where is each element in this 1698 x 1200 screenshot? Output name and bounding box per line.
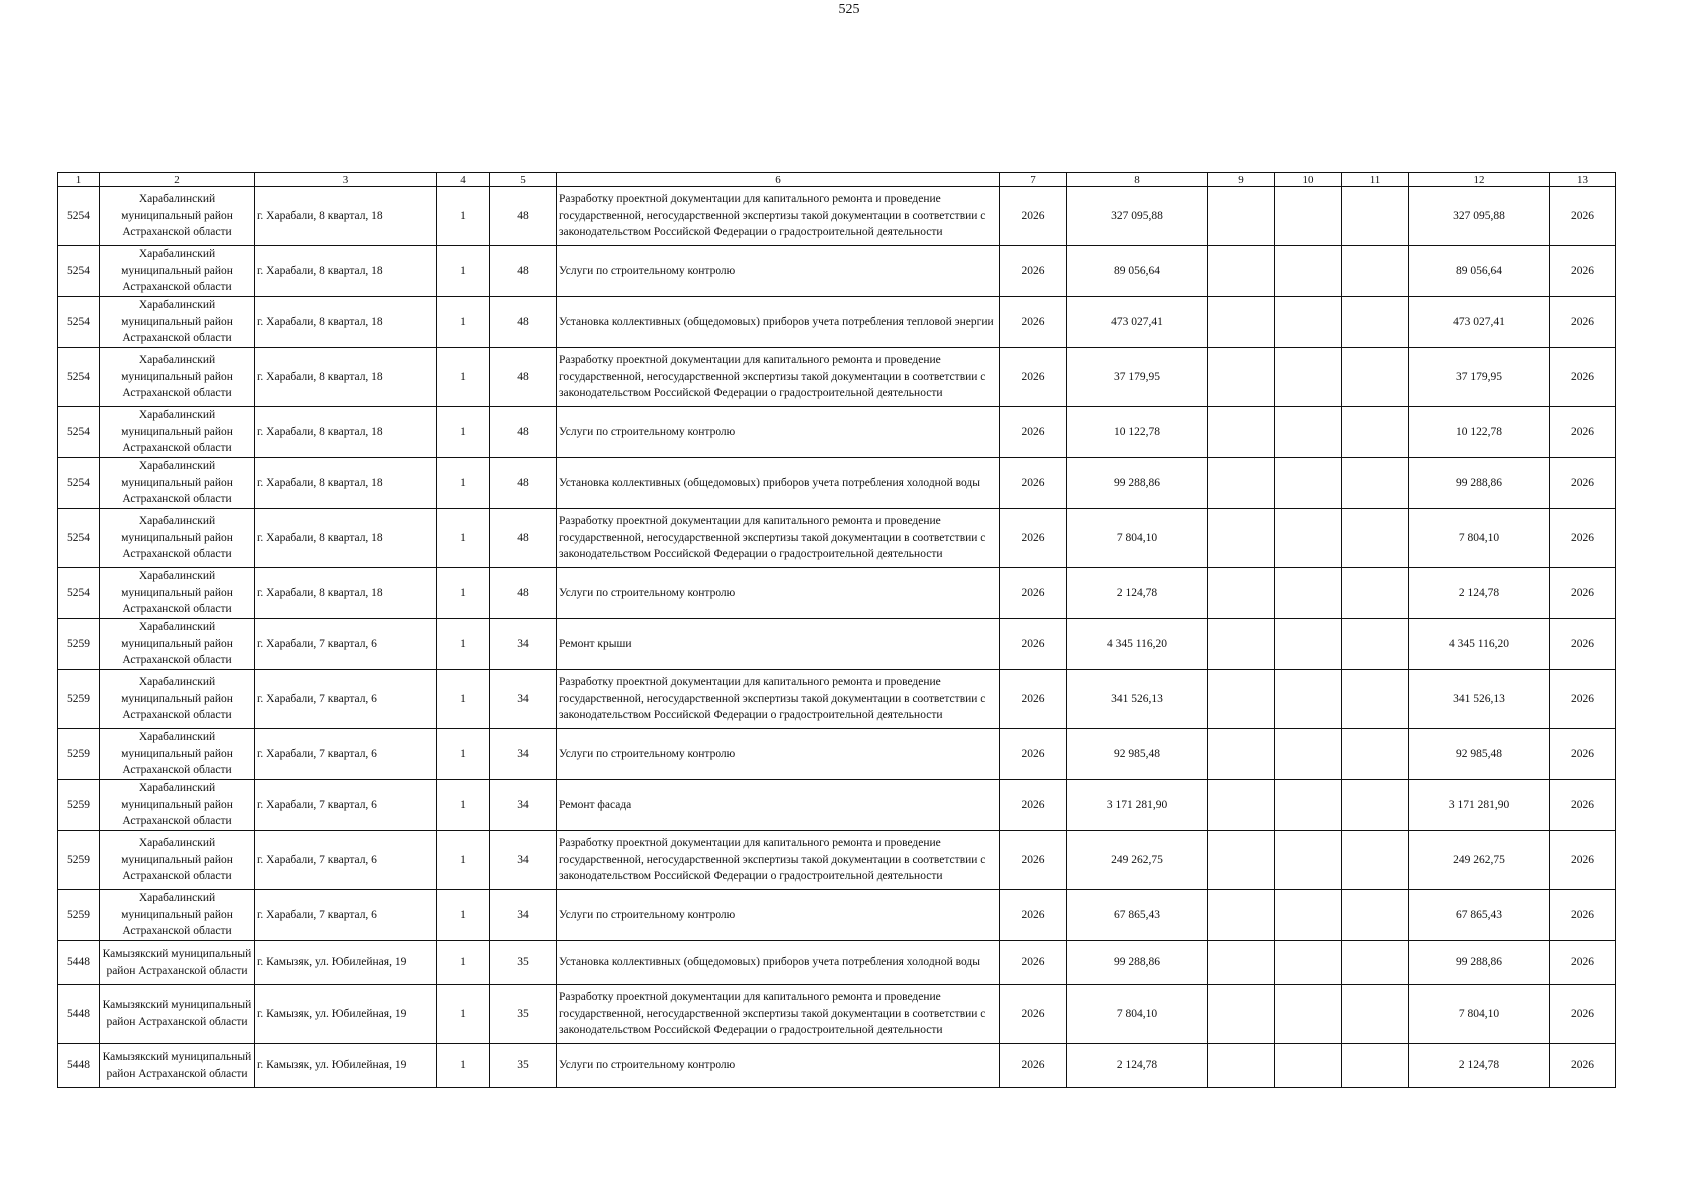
cell-object-id: 5259 — [58, 780, 100, 831]
cell-address: г. Харабали, 8 квартал, 18 — [255, 187, 437, 246]
page-number: 525 — [838, 2, 860, 17]
cell-year: 2026 — [1000, 890, 1067, 941]
table-row — [58, 246, 1616, 297]
cell-col9 — [1208, 729, 1275, 780]
cell-col5: 34 — [490, 670, 557, 729]
cell-work-type: Услуги по строительному контролю — [557, 407, 1000, 458]
cell-col9 — [1208, 831, 1275, 890]
cell-object-id: 5254 — [58, 297, 100, 348]
cell-address: г. Харабали, 8 квартал, 18 — [255, 246, 437, 297]
cell-total-cost: 249 262,75 — [1067, 831, 1208, 890]
cell-col12: 99 288,86 — [1409, 941, 1550, 985]
cell-work-type: Ремонт фасада — [557, 780, 1000, 831]
cell-col11 — [1342, 246, 1409, 297]
cell-object-id: 5259 — [58, 619, 100, 670]
cell-col4: 1 — [437, 729, 490, 780]
cell-col11 — [1342, 890, 1409, 941]
cell-total-cost: 99 288,86 — [1067, 941, 1208, 985]
cell-col13: 2026 — [1550, 890, 1616, 941]
cell-year: 2026 — [1000, 568, 1067, 619]
cell-col5: 34 — [490, 831, 557, 890]
cell-year: 2026 — [1000, 941, 1067, 985]
cell-address: г. Харабали, 8 квартал, 18 — [255, 458, 437, 509]
cell-total-cost: 10 122,78 — [1067, 407, 1208, 458]
cell-col13: 2026 — [1550, 985, 1616, 1044]
cell-col11 — [1342, 985, 1409, 1044]
cell-col12: 92 985,48 — [1409, 729, 1550, 780]
cell-municipality: Харабалинский муниципальный район Астраханской области — [100, 246, 255, 297]
cell-col10 — [1275, 831, 1342, 890]
cell-col13: 2026 — [1550, 941, 1616, 985]
cell-address: г. Харабали, 7 квартал, 6 — [255, 780, 437, 831]
cell-col4: 1 — [437, 509, 490, 568]
cell-col4: 1 — [437, 890, 490, 941]
cell-total-cost: 7 804,10 — [1067, 509, 1208, 568]
cell-municipality: Харабалинский муниципальный район Астраханской области — [100, 509, 255, 568]
table-row — [58, 619, 1616, 670]
cell-total-cost: 341 526,13 — [1067, 670, 1208, 729]
cell-work-type: Разработку проектной документации для капитального ремонта и проведение государственной, негосударственной экспертизы такой документации в соответствии с законодательством Российской Федерации о градостроительной деятельности — [557, 348, 1000, 407]
cell-col13: 2026 — [1550, 348, 1616, 407]
cell-year: 2026 — [1000, 780, 1067, 831]
cell-col9 — [1208, 568, 1275, 619]
cell-col10 — [1275, 780, 1342, 831]
cell-year: 2026 — [1000, 187, 1067, 246]
cell-year: 2026 — [1000, 1044, 1067, 1088]
cell-col5: 48 — [490, 509, 557, 568]
cell-address: г. Харабали, 7 квартал, 6 — [255, 890, 437, 941]
cell-col12: 249 262,75 — [1409, 831, 1550, 890]
cell-col9 — [1208, 458, 1275, 509]
cell-address: г. Харабали, 8 квартал, 18 — [255, 297, 437, 348]
cell-work-type: Разработку проектной документации для капитального ремонта и проведение государственной, негосударственной экспертизы такой документации в соответствии с законодательством Российской Федерации о градостроительной деятельности — [557, 831, 1000, 890]
cell-work-type: Разработку проектной документации для капитального ремонта и проведение государственной, негосударственной экспертизы такой документации в соответствии с законодательством Российской Федерации о градостроительной деятельности — [557, 985, 1000, 1044]
column-number-header — [58, 173, 1616, 187]
table-row — [58, 890, 1616, 941]
cell-address: г. Харабали, 8 квартал, 18 — [255, 348, 437, 407]
table-row — [58, 407, 1616, 458]
cell-col4: 1 — [437, 407, 490, 458]
cell-col10 — [1275, 619, 1342, 670]
cell-municipality: Харабалинский муниципальный район Астраханской области — [100, 780, 255, 831]
cell-municipality: Харабалинский муниципальный район Астраханской области — [100, 407, 255, 458]
cell-col13: 2026 — [1550, 246, 1616, 297]
cell-col11 — [1342, 187, 1409, 246]
table-row — [58, 1044, 1616, 1088]
cell-col5: 35 — [490, 985, 557, 1044]
table-body — [58, 187, 1616, 1088]
cell-col11 — [1342, 1044, 1409, 1088]
column-header-13: 13 — [1550, 173, 1616, 187]
table-row — [58, 568, 1616, 619]
cell-year: 2026 — [1000, 246, 1067, 297]
cell-col12: 67 865,43 — [1409, 890, 1550, 941]
cell-col13: 2026 — [1550, 831, 1616, 890]
cell-col12: 4 345 116,20 — [1409, 619, 1550, 670]
cell-col11 — [1342, 729, 1409, 780]
cell-year: 2026 — [1000, 619, 1067, 670]
cell-col13: 2026 — [1550, 297, 1616, 348]
cell-work-type: Установка коллективных (общедомовых) приборов учета потребления холодной воды — [557, 941, 1000, 985]
capital-repair-table — [57, 172, 1616, 1088]
cell-col5: 35 — [490, 1044, 557, 1088]
column-header-12: 12 — [1409, 173, 1550, 187]
cell-municipality: Харабалинский муниципальный район Астраханской области — [100, 297, 255, 348]
cell-col5: 35 — [490, 941, 557, 985]
cell-col5: 48 — [490, 297, 557, 348]
cell-col4: 1 — [437, 780, 490, 831]
cell-col10 — [1275, 941, 1342, 985]
cell-col4: 1 — [437, 187, 490, 246]
cell-col11 — [1342, 831, 1409, 890]
cell-col11 — [1342, 297, 1409, 348]
cell-object-id: 5254 — [58, 407, 100, 458]
cell-col4: 1 — [437, 619, 490, 670]
cell-col11 — [1342, 509, 1409, 568]
table-row — [58, 670, 1616, 729]
cell-col12: 7 804,10 — [1409, 985, 1550, 1044]
cell-object-id: 5254 — [58, 246, 100, 297]
cell-col9 — [1208, 1044, 1275, 1088]
table-row — [58, 831, 1616, 890]
cell-col9 — [1208, 941, 1275, 985]
cell-work-type: Услуги по строительному контролю — [557, 246, 1000, 297]
cell-col4: 1 — [437, 348, 490, 407]
cell-col12: 10 122,78 — [1409, 407, 1550, 458]
cell-col4: 1 — [437, 941, 490, 985]
cell-address: г. Камызяк, ул. Юбилейная, 19 — [255, 941, 437, 985]
cell-work-type: Установка коллективных (общедомовых) приборов учета потребления холодной воды — [557, 458, 1000, 509]
cell-col10 — [1275, 348, 1342, 407]
cell-col11 — [1342, 780, 1409, 831]
cell-work-type: Разработку проектной документации для капитального ремонта и проведение государственной, негосударственной экспертизы такой документации в соответствии с законодательством Российской Федерации о градостроительной деятельности — [557, 509, 1000, 568]
cell-address: г. Харабали, 7 квартал, 6 — [255, 619, 437, 670]
cell-total-cost: 7 804,10 — [1067, 985, 1208, 1044]
column-header-6: 6 — [557, 173, 1000, 187]
cell-col9 — [1208, 407, 1275, 458]
table-row — [58, 297, 1616, 348]
column-header-1: 1 — [58, 173, 100, 187]
cell-address: г. Харабали, 8 квартал, 18 — [255, 407, 437, 458]
header-row — [58, 173, 1616, 187]
cell-work-type: Ремонт крыши — [557, 619, 1000, 670]
table-row — [58, 985, 1616, 1044]
cell-address: г. Камызяк, ул. Юбилейная, 19 — [255, 985, 437, 1044]
cell-year: 2026 — [1000, 509, 1067, 568]
cell-work-type: Услуги по строительному контролю — [557, 1044, 1000, 1088]
cell-col12: 341 526,13 — [1409, 670, 1550, 729]
cell-col13: 2026 — [1550, 458, 1616, 509]
cell-municipality: Харабалинский муниципальный район Астраханской области — [100, 729, 255, 780]
column-header-10: 10 — [1275, 173, 1342, 187]
cell-col4: 1 — [437, 985, 490, 1044]
cell-object-id: 5259 — [58, 831, 100, 890]
cell-municipality: Харабалинский муниципальный район Астраханской области — [100, 568, 255, 619]
cell-col5: 48 — [490, 348, 557, 407]
cell-object-id: 5254 — [58, 458, 100, 509]
cell-address: г. Харабали, 7 квартал, 6 — [255, 831, 437, 890]
cell-total-cost: 473 027,41 — [1067, 297, 1208, 348]
table-row — [58, 187, 1616, 246]
table-row — [58, 729, 1616, 780]
cell-total-cost: 99 288,86 — [1067, 458, 1208, 509]
cell-col12: 89 056,64 — [1409, 246, 1550, 297]
cell-col10 — [1275, 890, 1342, 941]
cell-work-type: Установка коллективных (общедомовых) приборов учета потребления тепловой энергии — [557, 297, 1000, 348]
cell-col12: 473 027,41 — [1409, 297, 1550, 348]
cell-col11 — [1342, 568, 1409, 619]
cell-year: 2026 — [1000, 729, 1067, 780]
cell-col12: 3 171 281,90 — [1409, 780, 1550, 831]
cell-col4: 1 — [437, 670, 490, 729]
cell-object-id: 5259 — [58, 729, 100, 780]
cell-municipality: Харабалинский муниципальный район Астраханской области — [100, 890, 255, 941]
cell-col11 — [1342, 941, 1409, 985]
cell-col10 — [1275, 407, 1342, 458]
cell-object-id: 5448 — [58, 1044, 100, 1088]
cell-col13: 2026 — [1550, 1044, 1616, 1088]
column-header-4: 4 — [437, 173, 490, 187]
cell-col12: 327 095,88 — [1409, 187, 1550, 246]
cell-year: 2026 — [1000, 985, 1067, 1044]
cell-col4: 1 — [437, 831, 490, 890]
cell-col5: 34 — [490, 890, 557, 941]
column-header-2: 2 — [100, 173, 255, 187]
cell-address: г. Харабали, 7 квартал, 6 — [255, 729, 437, 780]
cell-col4: 1 — [437, 297, 490, 348]
cell-col9 — [1208, 187, 1275, 246]
cell-col10 — [1275, 509, 1342, 568]
cell-col12: 7 804,10 — [1409, 509, 1550, 568]
cell-work-type: Разработку проектной документации для капитального ремонта и проведение государственной, негосударственной экспертизы такой документации в соответствии с законодательством Российской Федерации о градостроительной деятельности — [557, 187, 1000, 246]
cell-work-type: Услуги по строительному контролю — [557, 568, 1000, 619]
cell-total-cost: 327 095,88 — [1067, 187, 1208, 246]
cell-municipality: Харабалинский муниципальный район Астраханской области — [100, 458, 255, 509]
column-header-11: 11 — [1342, 173, 1409, 187]
cell-total-cost: 67 865,43 — [1067, 890, 1208, 941]
cell-col13: 2026 — [1550, 619, 1616, 670]
cell-work-type: Разработку проектной документации для капитального ремонта и проведение государственной, негосударственной экспертизы такой документации в соответствии с законодательством Российской Федерации о градостроительной деятельности — [557, 670, 1000, 729]
cell-year: 2026 — [1000, 407, 1067, 458]
column-header-9: 9 — [1208, 173, 1275, 187]
cell-col12: 2 124,78 — [1409, 568, 1550, 619]
cell-municipality: Харабалинский муниципальный район Астраханской области — [100, 831, 255, 890]
cell-address: г. Харабали, 7 квартал, 6 — [255, 670, 437, 729]
cell-object-id: 5254 — [58, 509, 100, 568]
cell-col5: 48 — [490, 246, 557, 297]
cell-total-cost: 37 179,95 — [1067, 348, 1208, 407]
cell-object-id: 5254 — [58, 568, 100, 619]
cell-col10 — [1275, 670, 1342, 729]
cell-col12: 37 179,95 — [1409, 348, 1550, 407]
column-header-7: 7 — [1000, 173, 1067, 187]
cell-address: г. Харабали, 8 квартал, 18 — [255, 509, 437, 568]
cell-col10 — [1275, 458, 1342, 509]
cell-col12: 99 288,86 — [1409, 458, 1550, 509]
cell-col13: 2026 — [1550, 729, 1616, 780]
cell-municipality: Харабалинский муниципальный район Астраханской области — [100, 619, 255, 670]
cell-col12: 2 124,78 — [1409, 1044, 1550, 1088]
cell-col9 — [1208, 297, 1275, 348]
table-row — [58, 458, 1616, 509]
cell-total-cost: 92 985,48 — [1067, 729, 1208, 780]
cell-municipality: Харабалинский муниципальный район Астраханской области — [100, 348, 255, 407]
cell-total-cost: 89 056,64 — [1067, 246, 1208, 297]
cell-col5: 48 — [490, 568, 557, 619]
cell-col9 — [1208, 670, 1275, 729]
cell-col4: 1 — [437, 568, 490, 619]
cell-col13: 2026 — [1550, 670, 1616, 729]
cell-total-cost: 3 171 281,90 — [1067, 780, 1208, 831]
cell-object-id: 5254 — [58, 187, 100, 246]
cell-col13: 2026 — [1550, 407, 1616, 458]
cell-municipality: Харабалинский муниципальный район Астраханской области — [100, 670, 255, 729]
cell-col13: 2026 — [1550, 568, 1616, 619]
cell-col4: 1 — [437, 1044, 490, 1088]
column-header-3: 3 — [255, 173, 437, 187]
cell-col5: 48 — [490, 187, 557, 246]
cell-year: 2026 — [1000, 297, 1067, 348]
cell-object-id: 5448 — [58, 985, 100, 1044]
cell-col10 — [1275, 1044, 1342, 1088]
cell-col11 — [1342, 619, 1409, 670]
cell-col10 — [1275, 187, 1342, 246]
cell-col5: 34 — [490, 780, 557, 831]
cell-col9 — [1208, 348, 1275, 407]
cell-object-id: 5259 — [58, 890, 100, 941]
cell-col4: 1 — [437, 458, 490, 509]
table-row — [58, 941, 1616, 985]
cell-col11 — [1342, 407, 1409, 458]
cell-col4: 1 — [437, 246, 490, 297]
cell-municipality: Харабалинский муниципальный район Астраханской области — [100, 187, 255, 246]
cell-col9 — [1208, 619, 1275, 670]
cell-total-cost: 2 124,78 — [1067, 568, 1208, 619]
cell-address: г. Камызяк, ул. Юбилейная, 19 — [255, 1044, 437, 1088]
cell-col10 — [1275, 246, 1342, 297]
cell-col9 — [1208, 890, 1275, 941]
cell-col5: 34 — [490, 619, 557, 670]
cell-col5: 48 — [490, 458, 557, 509]
cell-col11 — [1342, 348, 1409, 407]
cell-municipality: Камызякский муниципальный район Астраханской области — [100, 1044, 255, 1088]
cell-col9 — [1208, 509, 1275, 568]
cell-col11 — [1342, 458, 1409, 509]
cell-work-type: Услуги по строительному контролю — [557, 729, 1000, 780]
cell-col5: 34 — [490, 729, 557, 780]
cell-object-id: 5254 — [58, 348, 100, 407]
column-header-8: 8 — [1067, 173, 1208, 187]
cell-col10 — [1275, 568, 1342, 619]
cell-year: 2026 — [1000, 458, 1067, 509]
cell-col10 — [1275, 297, 1342, 348]
cell-col10 — [1275, 985, 1342, 1044]
cell-col13: 2026 — [1550, 780, 1616, 831]
cell-year: 2026 — [1000, 831, 1067, 890]
cell-col13: 2026 — [1550, 187, 1616, 246]
cell-total-cost: 2 124,78 — [1067, 1044, 1208, 1088]
cell-col9 — [1208, 246, 1275, 297]
cell-col13: 2026 — [1550, 509, 1616, 568]
cell-municipality: Камызякский муниципальный район Астраханской области — [100, 985, 255, 1044]
cell-col9 — [1208, 780, 1275, 831]
cell-municipality: Камызякский муниципальный район Астраханской области — [100, 941, 255, 985]
cell-col9 — [1208, 985, 1275, 1044]
column-header-5: 5 — [490, 173, 557, 187]
table-row — [58, 348, 1616, 407]
cell-address: г. Харабали, 8 квартал, 18 — [255, 568, 437, 619]
table-row — [58, 780, 1616, 831]
cell-col11 — [1342, 670, 1409, 729]
cell-year: 2026 — [1000, 348, 1067, 407]
cell-object-id: 5448 — [58, 941, 100, 985]
cell-col5: 48 — [490, 407, 557, 458]
table-row — [58, 509, 1616, 568]
cell-total-cost: 4 345 116,20 — [1067, 619, 1208, 670]
cell-year: 2026 — [1000, 670, 1067, 729]
cell-object-id: 5259 — [58, 670, 100, 729]
cell-work-type: Услуги по строительному контролю — [557, 890, 1000, 941]
cell-col10 — [1275, 729, 1342, 780]
